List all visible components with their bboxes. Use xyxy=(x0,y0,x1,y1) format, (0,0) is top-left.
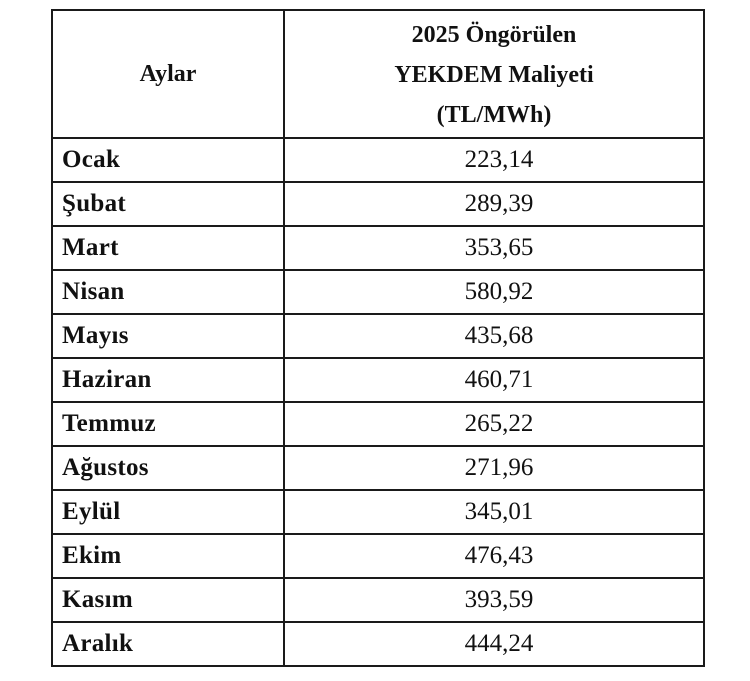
table-row xyxy=(52,270,704,314)
month-cell: Mart xyxy=(52,226,284,270)
month-cell: Ekim xyxy=(52,534,284,578)
header-months: Aylar xyxy=(52,10,284,138)
table-row xyxy=(52,490,704,534)
value-cell: 435,68 xyxy=(284,314,704,358)
month-cell: Temmuz xyxy=(52,402,284,446)
month-cell: Haziran xyxy=(52,358,284,402)
table-row xyxy=(52,446,704,490)
header-value-line-3: (TL/MWh) xyxy=(436,102,552,128)
table-row xyxy=(52,314,704,358)
month-cell: Şubat xyxy=(52,182,284,226)
table-row xyxy=(52,622,704,666)
table-row xyxy=(52,138,704,182)
table-row xyxy=(52,226,704,270)
yekdem-cost-table xyxy=(51,9,705,667)
month-cell: Ağustos xyxy=(52,446,284,490)
month-cell: Mayıs xyxy=(52,314,284,358)
table-row xyxy=(52,578,704,622)
month-cell: Eylül xyxy=(52,490,284,534)
value-cell: 289,39 xyxy=(284,182,704,226)
value-cell: 265,22 xyxy=(284,402,704,446)
month-cell: Kasım xyxy=(52,578,284,622)
table-row xyxy=(52,358,704,402)
value-cell: 223,14 xyxy=(284,138,704,182)
value-cell: 580,92 xyxy=(284,270,704,314)
value-cell: 460,71 xyxy=(284,358,704,402)
header-value-line-1: 2025 Öngörülen xyxy=(411,22,577,48)
table-header-row xyxy=(52,10,704,138)
month-cell: Nisan xyxy=(52,270,284,314)
value-cell: 271,96 xyxy=(284,446,704,490)
value-cell: 444,24 xyxy=(284,622,704,666)
value-cell: 476,43 xyxy=(284,534,704,578)
table-row xyxy=(52,534,704,578)
month-cell: Aralık xyxy=(52,622,284,666)
table-row xyxy=(52,182,704,226)
value-cell: 345,01 xyxy=(284,490,704,534)
month-cell: Ocak xyxy=(52,138,284,182)
header-value-line-2: YEKDEM Maliyeti xyxy=(394,62,594,88)
value-cell: 353,65 xyxy=(284,226,704,270)
header-value xyxy=(284,10,704,138)
table-row xyxy=(52,402,704,446)
value-cell: 393,59 xyxy=(284,578,704,622)
